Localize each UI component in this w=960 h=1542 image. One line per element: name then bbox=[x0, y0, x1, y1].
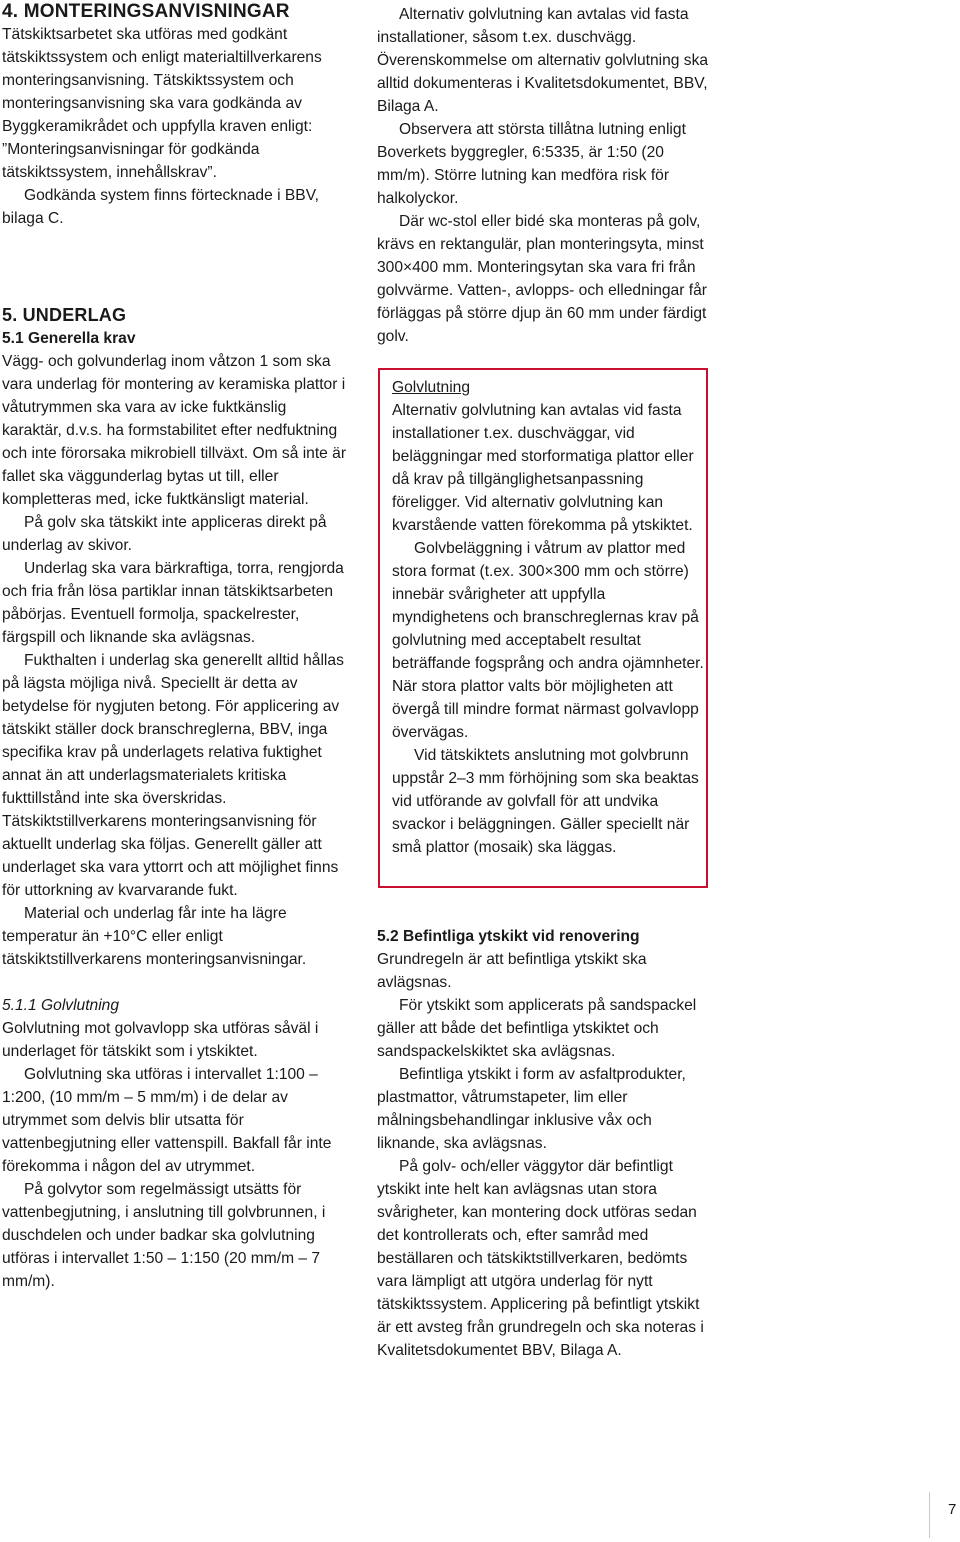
section-5-heading: 5. UNDERLAG bbox=[2, 305, 127, 325]
paragraph: Observera att största tillåtna lutning enligt Boverkets byggregler, 6:5335, är 1:50 (20 mm/m). Större lutning kan medföra risk för halkolyckor. bbox=[377, 121, 686, 207]
paragraph: Golvlutning mot golvavlopp ska utföras såväl i underlaget för tätskikt som i ytskiktet. bbox=[2, 1020, 319, 1060]
section-5-1-1-heading: 5.1.1 Golvlutning bbox=[2, 997, 120, 1014]
right-column bbox=[377, 0, 717, 348]
section-5-1-heading: 5.1 Generella krav bbox=[2, 330, 136, 347]
paragraph: Grundregeln är att befintliga ytskikt ska avlägsnas. bbox=[377, 951, 647, 991]
box-paragraph: Alternativ golvlutning kan avtalas vid fasta installationer t.ex. duschväggar, vid beläggningar med storformatiga plattor eller då krav på tillgänglighetsanpassning föreligger. Vid alternativ golvlutning kan kvarstående vatten förekomma på ytskiktet. bbox=[392, 402, 694, 534]
paragraph: Alternativ golvlutning kan avtalas vid fasta installationer, såsom t.ex. duschvägg. Överenskommelse om alternativ golvlutning ska alltid dokumenteras i Kvalitetsdokumentet, BBV, Bilaga A. bbox=[377, 6, 709, 115]
right-column-lower bbox=[377, 925, 717, 1362]
paragraph: Tätskiktsarbetet ska utföras med godkänt tätskiktssystem och enligt materialtillverkarens monteringsanvisning. Tätskiktssystem och monteringsanvisning ska vara godkända av Byggkeramikrådet och uppfylla kraven enligt: ”Monteringsanvisningar för godkända tätskiktssystem, innehållskrav”. bbox=[2, 26, 322, 181]
paragraph: Godkända system finns förtecknade i BBV, bilaga C. bbox=[2, 187, 320, 227]
page-number-divider bbox=[929, 1492, 930, 1538]
paragraph: På golv ska tätskikt inte appliceras direkt på underlag av skivor. bbox=[2, 514, 327, 554]
paragraph: På golv- och/eller väggytor där befintligt ytskikt inte helt kan avlägsnas utan stora svårigheter, kan montering dock utföras sedan det kontrollerats och, efter samråd med beställaren och tätskiktstillverkaren, bedömts vara lämpligt att utgöra underlag för nytt tätskiktssystem. Applicering på befintligt ytskikt är ett avsteg från grundregeln och ska noteras i Kvalitetsdokumentet BBV, Bilaga A. bbox=[377, 1158, 704, 1359]
box-paragraph: Golvbeläggning i våtrum av plattor med stora format (t.ex. 300×300 mm och större) innebär svårigheter att uppfylla myndighetens och branschreglernas krav på golvlutning med acceptabelt resultat beträffande fogsprång och andra ojämnheter. När stora plattor valts bör möjligheten att övergå till mindre format närmast golvavlopp övervägas. bbox=[392, 540, 704, 741]
paragraph: Underlag ska vara bärkraftiga, torra, rengjorda och fria från lösa partiklar innan tätskiktsarbeten påbörjas. Eventuell formolja, spackelrester, färgspill och liknande ska avlägsnas. bbox=[2, 560, 344, 646]
paragraph: Golvlutning ska utföras i intervallet 1:100 – 1:200, (10 mm/m – 5 mm/m) i de delar av utrymmet som delvis blir utsatta för vattenbegjutning eller vattenspill. Bakfall får inte förekomma i någon del av utrymmet. bbox=[2, 1066, 332, 1175]
paragraph: Material och underlag får inte ha lägre temperatur än +10°C eller enligt tätskiktstillverkarens monteringsanvisningar. bbox=[2, 905, 307, 968]
paragraph: Fukthalten i underlag ska generellt alltid hållas på lägsta möjliga nivå. Speciellt är detta av betydelse för nygjuten betong. För applicering av tätskikt ställer dock branschreglerna, BBV, inga specifika krav på underlagets relativa fuktighet annat än att underlagsmaterialets kritiska fukttillstånd inte ska överskridas. Tätskiktstillverkarens monteringsanvisning för aktuellt underlag ska följas. Generellt gäller att underlaget ska vara yttorrt och att möjlighet finns för uttorkning av kvarvarande fukt. bbox=[2, 652, 344, 899]
paragraph: För ytskikt som applicerats på sandspackel gäller att både det befintliga ytskiktet och sandspackelskiktet ska avlägsnas. bbox=[377, 997, 697, 1060]
paragraph: På golvytor som regelmässigt utsätts för vattenbegjutning, i anslutning till golvbrunnen, i duschdelen och under badkar ska golvlutning utföras i intervallet 1:50 – 1:150 (20 mm/m – 7 mm/m). bbox=[2, 1181, 326, 1290]
paragraph: Befintliga ytskikt i form av asfaltprodukter, plastmattor, våtrumstapeter, lim eller målningsbehandlingar inklusive våx och liknande, ska avlägsnas. bbox=[377, 1066, 686, 1152]
page-number: 7 bbox=[948, 1501, 957, 1518]
left-column bbox=[2, 0, 348, 1293]
paragraph: Vägg- och golvunderlag inom våtzon 1 som ska vara underlag för montering av keramiska plattor i våtutrymmen ska vara av icke fuktkänslig karaktär, d.v.s. ha formstabilitet efter nedfuktning och inte förorsaka mikrobiell tillväxt. Om så inte är fallet ska väggunderlag bytas ut till, eller kompletteras med, icke fuktkänsligt material. bbox=[2, 353, 347, 508]
section-4-heading: 4. MONTERINGSANVISNINGAR bbox=[2, 1, 290, 22]
golvlutning-info-box bbox=[378, 368, 708, 888]
paragraph: Där wc-stol eller bidé ska monteras på golv, krävs en rektangulär, plan monteringsyta, minst 300×400 mm. Monteringsytan ska vara fri från golvvärme. Vatten-, avlopps- och elledningar får förläggas på större djup än 60 mm under färdigt golv. bbox=[377, 213, 707, 345]
box-title: Golvlutning bbox=[392, 379, 471, 396]
section-5-2-heading: 5.2 Befintliga ytskikt vid renovering bbox=[377, 928, 640, 945]
box-paragraph: Vid tätskiktets anslutning mot golvbrunn uppstår 2–3 mm förhöjning som ska beaktas vid utförande av golvfall för att undvika svackor i beläggningen. Gäller speciellt när små plattor (mosaik) ska läggas. bbox=[392, 747, 699, 856]
